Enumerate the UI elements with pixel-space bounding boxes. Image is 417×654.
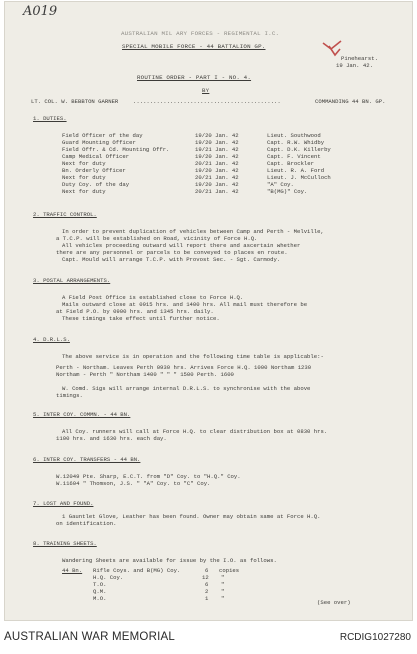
commander-left: LT. COL. W. BEBBTON GARNER (31, 98, 119, 105)
duty-name: Lieut. J. McCulloch (267, 174, 331, 181)
duty-role: Duty Coy. of the day (62, 181, 130, 188)
section-3-line: Mails outward close at 0915 hrs. and 1400 hrs. All mail must therefore be (62, 301, 308, 308)
sheet-qty: 2 (205, 588, 209, 595)
duty-name: Lieut. Southwood (267, 132, 321, 139)
section-4-line: The above service is in operation and the following time table is applicable:- (62, 353, 324, 360)
section-7-title: 7. LOST AND FOUND. (33, 500, 94, 507)
section-3-line: at Field P.O. by 0900 hrs. and 1345 hrs. daily. (56, 308, 214, 315)
section-8-title: 8. TRAINING SHEETS. (33, 540, 97, 547)
section-4-line: W. Comd. Sigs will arrange internal D.R.L.S. to synchronise with the above (62, 385, 311, 392)
section-2-line: Capt. Mould will arrange T.C.P. with Provost Sec. - Sgt. Carmody. (62, 256, 281, 263)
duty-name: Capt. Brockler (267, 160, 314, 167)
duty-date: 19/20 Jan. 42 (195, 181, 239, 188)
transfer-row: W.11604 " Thomson, J.S. " "A" Coy. to "C" Coy. (56, 480, 211, 487)
section-3-line: A Field Post Office is established close to Force H.Q. (62, 294, 244, 301)
handwritten-reference: A019 (23, 4, 58, 19)
duty-name: Capt. F. Vincent (267, 153, 321, 160)
sheet-label: " (221, 574, 225, 581)
duty-date: 20/21 Jan. 42 (195, 188, 239, 195)
section-1-title: 1. DUTIES. (33, 115, 67, 122)
duty-role: Next for duty (62, 174, 106, 181)
sheet-unit: Q.M. (93, 588, 107, 595)
duty-role: Field Offr. & Cd. Mounting Offr. (62, 146, 170, 153)
duty-role: Bn. Orderly Officer (62, 167, 126, 174)
header-line-2: SPECIAL MOBILE FORCE - 44 BATTALION GP. (122, 43, 266, 50)
order-title: ROUTINE ORDER - PART I - NO. 4. (137, 74, 252, 81)
section-3-title: 3. POSTAL ARRANGEMENTS. (33, 277, 111, 284)
archive-footer (0, 622, 417, 654)
section-4-title: 4. D.R.L.S. (33, 336, 70, 343)
duty-role: Guard Mounting Officer (62, 139, 136, 146)
duty-date: 19/20 Jan. 42 (195, 139, 239, 146)
date: 19 Jan. 42. (336, 62, 373, 69)
section-2-title: 2. TRAFFIC CONTROL. (33, 211, 97, 218)
duty-role: Camp Medical Officer (62, 153, 130, 160)
sheet-unit: M.O. (93, 595, 107, 602)
section-6-title: 6. INTER COY. TRANSFERS - 44 BN. (33, 456, 141, 463)
section-5-line: 1100 hrs. and 1630 hrs. each day. (56, 435, 167, 442)
section-5-line: All Coy. runners will call at Force H.Q. to clear distribution box at 0830 hrs. (62, 428, 328, 435)
section-2-line: In order to prevent duplication of vehicles between Camp and Perth - Melville, (62, 228, 324, 235)
duty-name: Capt. R.W. Whidby (267, 139, 325, 146)
duty-name: Capt. D.K. Killerby (267, 146, 331, 153)
sheet-unit: H.Q. Coy. (93, 574, 124, 581)
sheet-label: " (221, 581, 225, 588)
duty-date: 20/21 Jan. 42 (195, 160, 239, 167)
sheet-label: copies (219, 567, 240, 574)
section-8-unit: 44 Bn. (62, 567, 83, 574)
by-line: BY (202, 87, 210, 94)
section-2-line: there are any personnel or parcels to be conveyed to places en route. (56, 249, 288, 256)
section-5-title: 5. INTER COY. COMMN. - 44 BN. (33, 411, 131, 418)
sheet-unit: T.O. (93, 581, 107, 588)
location: Pinehearst. (341, 55, 378, 62)
section-3-line: These timings take effect until further notice. (62, 315, 220, 322)
duty-name: Lieut. R. A. Ford (267, 167, 325, 174)
red-tick-mark (321, 40, 343, 58)
duty-role: Next for duty (62, 188, 106, 195)
duty-date: 19/20 Jan. 42 (195, 167, 239, 174)
duty-date: 19/20 Jan. 42 (195, 132, 239, 139)
record-id: RCDIG1027280 (339, 632, 411, 643)
commander-dots: ............................................ (133, 98, 281, 105)
section-8-intro: Wandering Sheets are available for issue by the I.O. as follows. (62, 557, 277, 564)
sheet-qty: 6 (205, 567, 209, 574)
see-over-note: (See over) (317, 599, 351, 606)
duty-role: Next for duty (62, 160, 106, 167)
commander-right: COMMANDING 44 BN. GP. (315, 98, 386, 105)
duty-date: 19/20 Jan. 42 (195, 153, 239, 160)
document-page (5, 2, 412, 620)
section-7-line: 1 Gauntlet Glove, Leather has been found. Owner may obtain same at Force H.Q. (62, 513, 321, 520)
duty-name: "A" Coy. (267, 181, 294, 188)
drls-timetable-row: Northam - Perth " Northam 1400 " " " 1500 Perth. 1600 (56, 371, 234, 378)
drls-timetable-row: Perth - Northam. Leaves Perth 0930 hrs. Arrives Force H.Q. 1000 Northam 1230 (56, 364, 312, 371)
section-2-line: a T.C.P. will be established on Road, vicinity of Force H.Q. (56, 235, 258, 242)
duty-date: 20/21 Jan. 42 (195, 174, 239, 181)
section-7-line: on identification. (56, 520, 117, 527)
duty-name: "B(MG)" Coy. (267, 188, 308, 195)
section-2-line: All vehicles proceeding outward will report there and ascertain whether (62, 242, 301, 249)
sheet-qty: 1 (205, 595, 209, 602)
sheet-label: " (221, 588, 225, 595)
duty-role: Field Officer of the day (62, 132, 143, 139)
sheet-qty: 12 (202, 574, 209, 581)
sheet-label: " (221, 595, 225, 602)
sheet-qty: 6 (205, 581, 209, 588)
header-line-1: AUSTRALIAN MIL ARY FORCES - REGIMENTAL I.C. (121, 30, 280, 37)
duty-date: 19/21 Jan. 42 (195, 146, 239, 153)
source-label: AUSTRALIAN WAR MEMORIAL (4, 631, 175, 643)
transfer-row: W.12049 Pte. Sharp, E.C.T. from "D" Coy. to "H.Q." Coy. (56, 473, 241, 480)
section-4-line: timings. (56, 392, 83, 399)
sheet-unit: Rifle Coys. and B(MG) Coy. (93, 567, 181, 574)
